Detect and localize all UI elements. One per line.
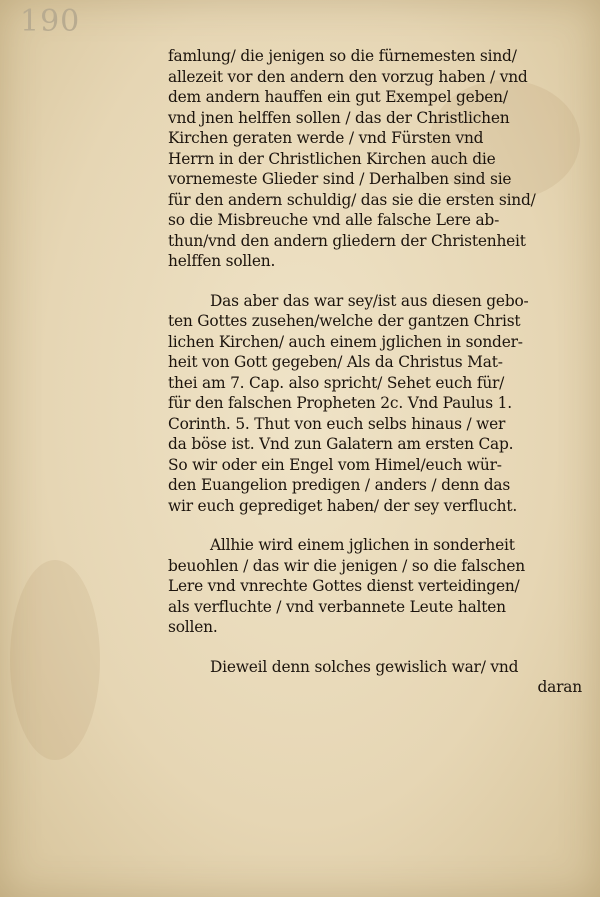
text-line: Lere vnd vnrechte Gottes dienst verteidingen/: [168, 577, 520, 595]
paragraph-3: [168, 535, 600, 638]
text-line: dem andern hauffen ein gut Exempel geben/: [168, 88, 508, 106]
text-line: vornemeste Glieder sind / Derhalben sind sie: [168, 170, 512, 188]
text-line: sollen.: [168, 618, 218, 636]
text-line: So wir oder ein Engel vom Himel/euch wür-: [168, 455, 502, 474]
text-line: heit von Gott gegeben/ Als da Christus Mat-: [168, 353, 503, 371]
page-number: 190: [20, 4, 81, 39]
body-text: [168, 46, 600, 698]
text-line: für den andern schuldig/ das sie die ersten sind/: [168, 190, 536, 209]
paragraph-1: [168, 46, 600, 272]
paragraph-2: [168, 291, 600, 517]
text-line: thei am 7. Cap. also spricht/ Sehet euch für/: [168, 373, 505, 392]
text-line: für den falschen Propheten 2c. Vnd Paulus 1.: [168, 394, 512, 412]
text-line: Das aber das war sey/ist aus diesen gebo-: [210, 291, 529, 310]
paper-stain: [10, 560, 100, 760]
text-line: thun/vnd den andern gliedern der Christenheit: [168, 231, 526, 250]
text-line: Kirchen geraten werde / vnd Fürsten vnd: [168, 129, 484, 147]
text-line: Corinth. 5. Thut von euch selbs hinaus / wer: [168, 414, 506, 433]
text-line: da böse ist. Vnd zun Galatern am ersten Cap.: [168, 435, 514, 453]
text-line: allezeit vor den andern den vorzug haben / vnd: [168, 67, 528, 86]
text-line: Allhie wird einem jglichen in sonderheit: [210, 536, 515, 554]
text-line: wir euch geprediget haben/ der sey verflucht.: [168, 496, 518, 515]
paragraph-4: [168, 657, 600, 698]
text-line: Herrn in der Christlichen Kirchen auch die: [168, 149, 496, 168]
text-line: den Euangelion predigen / anders / denn das: [168, 476, 511, 494]
text-line: famlung/ die jenigen so die fürnemesten sind/: [168, 47, 517, 65]
text-line: Dieweil denn solches gewislich war/ vnd: [210, 657, 519, 676]
text-line: helffen sollen.: [168, 252, 276, 270]
text-line: als verfluchte / vnd verbannete Leute halten: [168, 597, 506, 616]
text-line: ten Gottes zusehen/welche der gantzen Christ: [168, 312, 521, 330]
text-line: vnd jnen helffen sollen / das der Christlichen: [168, 108, 510, 127]
catchword: daran: [537, 678, 582, 696]
text-line: so die Misbreuche vnd alle falsche Lere ab-: [168, 211, 500, 229]
text-line: lichen Kirchen/ auch einem jglichen in sonder-: [168, 332, 523, 351]
text-line: beuohlen / das wir die jenigen / so die falschen: [168, 556, 525, 575]
